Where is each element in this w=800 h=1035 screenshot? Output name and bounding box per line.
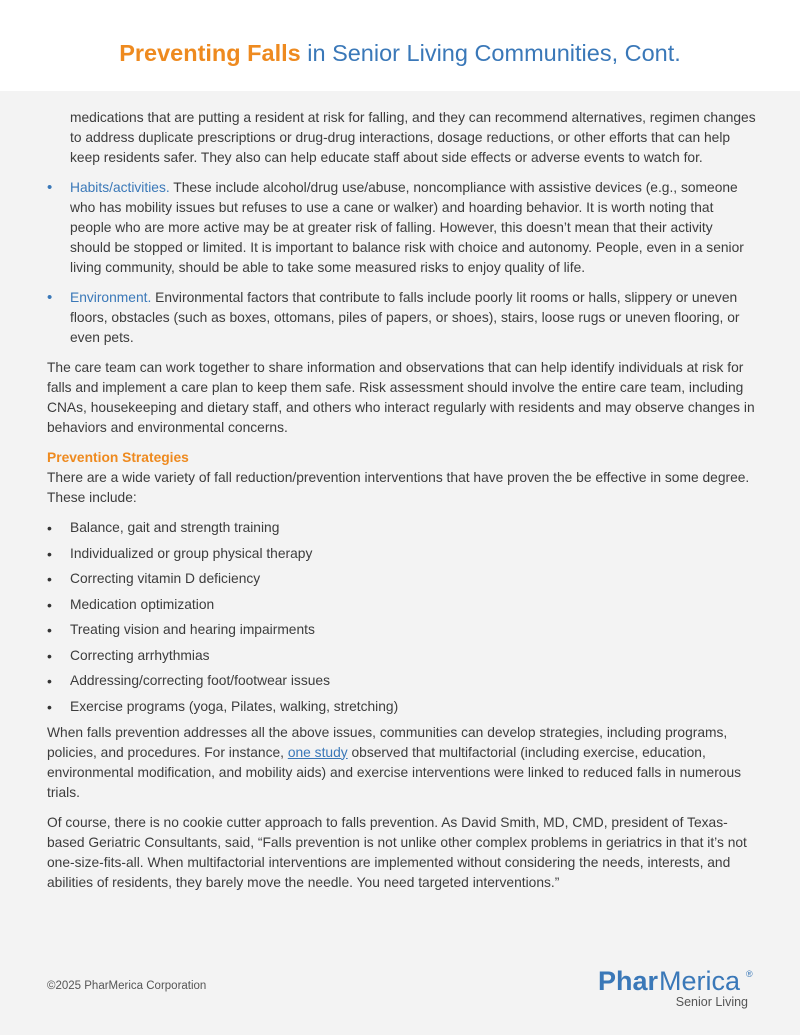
logo-registered: ®: [746, 969, 753, 979]
list-item-text: Addressing/correcting foot/footwear issues: [70, 673, 330, 688]
list-item-text: Balance, gait and strength training: [70, 520, 280, 535]
list-item: [47, 569, 757, 589]
list-item: [47, 595, 757, 615]
list-item-text: Treating vision and hearing impairments: [70, 622, 315, 637]
bullet-text: Environmental factors that contribute to falls include poorly lit rooms or halls, slippery or uneven floors, obstacles (such as boxes, ottomans, piles of papers, or shoes), stairs, loose rugs or uneven flooring, or even pets.: [70, 290, 740, 345]
page-header: [0, 0, 800, 91]
article-body: [47, 108, 757, 893]
copyright-text: ©2025 PharMerica Corporation: [47, 980, 207, 992]
list-item: [47, 518, 757, 538]
bullet-environment: [47, 288, 757, 348]
bullet-lead: Environment.: [70, 290, 152, 305]
bullet-dot-icon: •: [47, 179, 53, 196]
bullet-dot-icon: •: [47, 698, 52, 715]
bullet-dot-icon: •: [47, 673, 52, 689]
study-text-before: When falls prevention addresses all the above issues, communities can develop strategies, including programs, policies, and procedures. For instance,: [47, 724, 728, 760]
bullet-text: These include alcohol/drug use/abuse, noncompliance with assistive devices (e.g., someone who has mobility issues but refuses to use a cane or walker) and hoarding behavior. It is worth noting that people who are more active may be at greater risk of falling. However, this doesn’t mean that their activity should be stopped or limited. It is important to balance risk with choice and autonomy. People, even in a senior living community, should be able to take some measured risks to enjoy quality of life.: [70, 180, 744, 275]
bullet-dot-icon: •: [47, 647, 52, 664]
logo-phar: Phar: [598, 966, 659, 996]
bullet-dot-icon: •: [47, 571, 52, 587]
list-item: [47, 620, 757, 640]
content-area: [0, 91, 800, 946]
study-text-after: observed that multifactorial (including exercise, education, environmental modification, and mobility aids) and exercise interventions were linked to reduced falls in numerous trials.: [47, 744, 742, 800]
list-item: [47, 697, 757, 717]
bullet-dot-icon: •: [47, 289, 53, 306]
study-paragraph: [47, 723, 757, 803]
bullet-dot-icon: •: [47, 622, 52, 638]
list-item-text: Exercise programs (yoga, Pilates, walking, stretching): [70, 698, 399, 714]
list-item: [47, 646, 757, 666]
list-item-text: Individualized or group physical therapy: [70, 545, 313, 561]
bullet-dot-icon: •: [47, 545, 52, 562]
list-item-text: Correcting arrhythmias: [70, 647, 210, 663]
pharmerica-logo: [598, 960, 758, 1010]
page-title: [0, 38, 800, 68]
logo-subtitle: Senior Living: [675, 995, 748, 1009]
page-footer: [0, 946, 800, 1035]
list-item: [47, 671, 757, 691]
title-accent: Preventing Falls: [119, 40, 301, 66]
title-rest: in Senior Living Communities, Cont.: [300, 40, 681, 66]
bullet-dot-icon: •: [47, 596, 52, 613]
bullet-habits: [47, 178, 757, 278]
prevention-intro: There are a wide variety of fall reduction/prevention interventions that have proven the be effective in some degree. These include:: [47, 470, 750, 505]
final-paragraph: Of course, there is no cookie cutter approach to falls prevention. As David Smith, MD, CMD, president of Texas-based Geriatric Consultants, said, “Falls prevention is not unlike other complex problems in geriatrics in that it’s not one-size-fits-all. When multifactorial interventions are implemented without considering the needs, interests, and abilities of residents, they barely move the needle. You need targeted interventions.”: [47, 814, 747, 890]
bullet-lead: Habits/activities.: [70, 180, 170, 195]
logo-merica: Merica: [659, 966, 741, 996]
bullet-dot-icon: •: [47, 520, 52, 536]
list-item-text: Medication optimization: [70, 596, 215, 612]
strategies-list: [47, 518, 757, 717]
list-item-text: Correcting vitamin D deficiency: [70, 571, 261, 586]
prevention-heading: Prevention Strategies: [47, 450, 189, 465]
study-link[interactable]: one study: [287, 744, 348, 760]
list-item: [47, 544, 757, 564]
care-team-paragraph: The care team can work together to share information and observations that can help identify individuals at risk for falls and implement a care plan to keep them safe. Risk assessment should involve the entire care team, including CNAs, housekeeping and dietary staff, and others who interact regularly with residents and may observe changes in behaviors and environmental concerns.: [47, 360, 755, 435]
continued-paragraph: medications that are putting a resident at risk for falling, and they can recommend alternatives, regimen changes to address duplicate prescriptions or drug-drug interactions, dosage reductions, or other efforts that can help keep residents safer. They also can help educate staff about side effects or adverse events to watch for.: [70, 110, 756, 165]
